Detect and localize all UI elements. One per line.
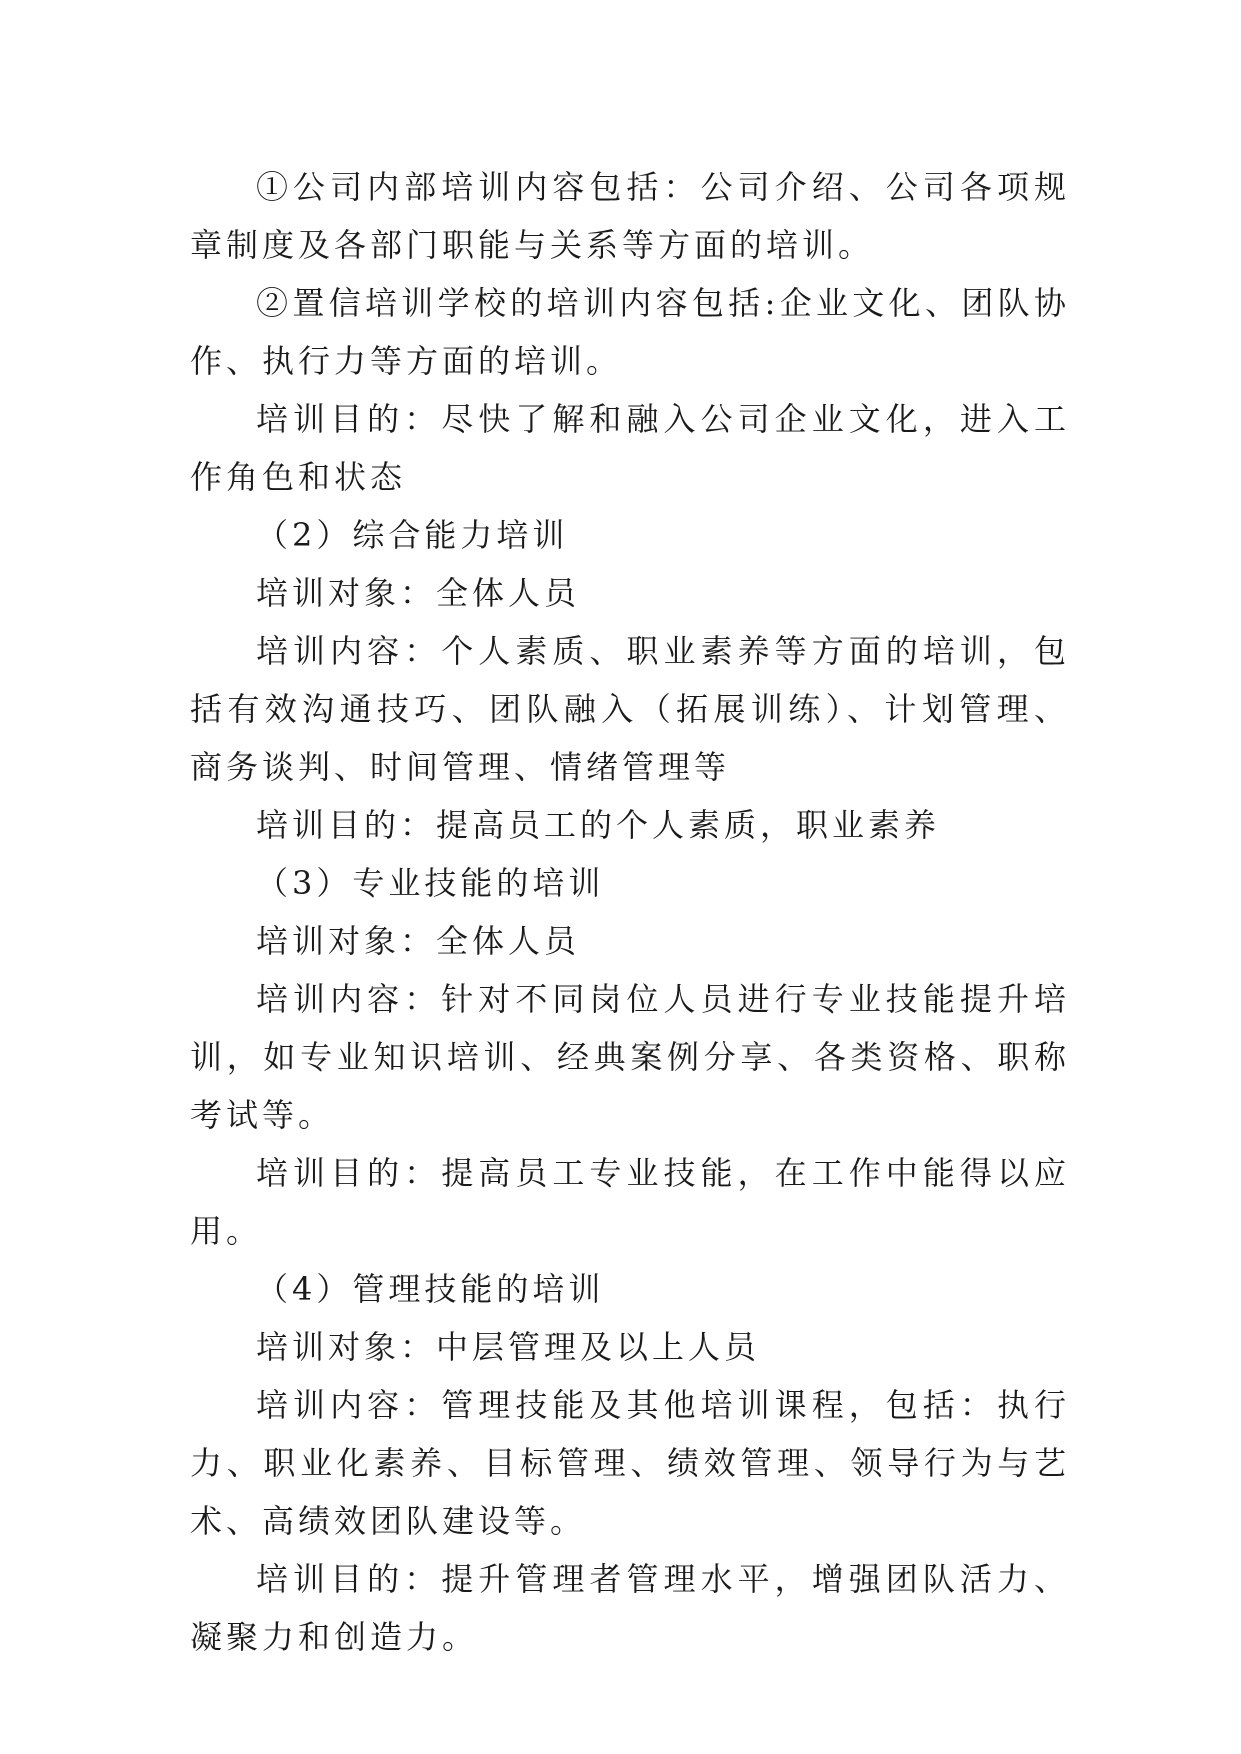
paragraph-training-goal-2: 培训目的：提高员工的个人素质，职业素养 — [256, 806, 941, 844]
paragraph-training-goal-4: 培训目的：提升管理者管理水平，增强团队活力、凝聚力和创造力。 — [190, 1560, 1070, 1656]
paragraph-training-goal-3: 培训目的：提高员工专业技能，在工作中能得以应用。 — [190, 1154, 1070, 1250]
paragraph-training-target-2: 培训对象：全体人员 — [256, 574, 581, 612]
paragraph-training-content-4: 培训内容：管理技能及其他培训课程，包括：执行力、职业化素养、目标管理、绩效管理、领导行为与艺术、高绩效团队建设等。 — [190, 1386, 1070, 1540]
section-heading-2: （2）综合能力培训 — [256, 516, 569, 554]
paragraph-internal-training: ①公司内部培训内容包括：公司介绍、公司各项规章制度及各部门职能与关系等方面的培训。 — [190, 168, 1070, 264]
section-heading-3: （3）专业技能的培训 — [256, 864, 605, 902]
paragraph-training-goal-1: 培训目的：尽快了解和融入公司企业文化，进入工作角色和状态 — [190, 400, 1070, 496]
document-body — [190, 158, 1070, 1666]
paragraph-school-training: ②置信培训学校的培训内容包括:企业文化、团队协作、执行力等方面的培训。 — [190, 284, 1070, 380]
paragraph-training-target-4: 培训对象：中层管理及以上人员 — [256, 1328, 761, 1366]
paragraph-training-content-2: 培训内容：个人素质、职业素养等方面的培训，包括有效沟通技巧、团队融入（拓展训练）、计划管理、商务谈判、时间管理、情绪管理等 — [190, 632, 1070, 786]
paragraph-training-content-3: 培训内容：针对不同岗位人员进行专业技能提升培训，如专业知识培训、经典案例分享、各类资格、职称考试等。 — [190, 980, 1070, 1134]
section-heading-4: （4）管理技能的培训 — [256, 1270, 605, 1308]
paragraph-training-target-3: 培训对象：全体人员 — [256, 922, 581, 960]
